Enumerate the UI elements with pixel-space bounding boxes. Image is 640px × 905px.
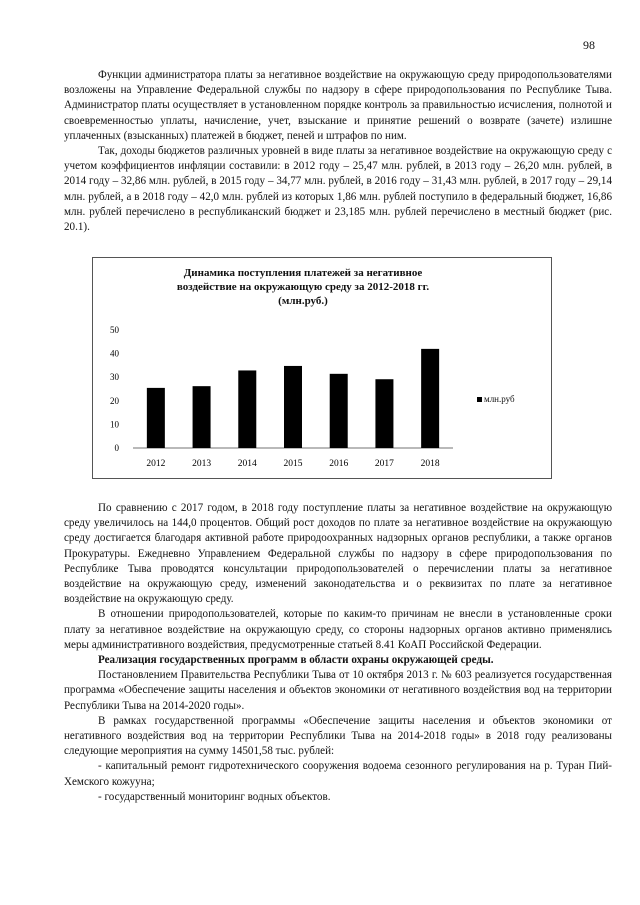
paragraph: - государственный мониторинг водных объектов. [98,790,331,803]
paragraph: Функции администратора платы за негативное воздействие на окружающую среду природопользователями возложены на Управление Федеральной службы по надзору в сфере природопользования по Республике Тыва. Администратор платы осуществляет в установленном порядке контроль за правильностью исчисления, полнотой и своевременностью уплаты, начисление, учет, взыскание и принятие решений о возврате (зачете) излишне уплаченных (взысканных) платежей в бюджет, пеней и штрафов по ним. [64,69,612,142]
x-tick-label: 2014 [237,459,257,469]
bar-2015 [284,366,302,448]
paragraph: Постановлением Правительства Республики Тыва от 10 октября 2013 г. № 603 реализуется государственная программа «Обеспечение защиты населения и объектов экономики от негативного воздействия вод на территории Республики Тыва на 2014-2020 годы». [64,669,612,712]
paragraph: По сравнению с 2017 годом, в 2018 году поступление платы за негативное воздействие на окружающую среду увеличилось на 144,0 процентов. Общий рост доходов по плате за негативное воздействие на окружающую среду достигается благодаря активной работе природоохранных надзорных органов республики, а также органов Прокуратуры. Ежедневно Управлением Федеральной службы по надзору в сфере природопользования по Республике Тыва проводятся консультации природопользователей о перечислении платы за негативное воздействие на окружающую среду, изменений законодательства и о реквизитах по плате за негативное воздействие на окружающую среду. [64,502,612,606]
x-tick-label: 2016 [329,459,349,469]
y-tick-label: 10 [110,419,119,430]
bar-2012 [147,388,165,448]
paragraph: - капитальный ремонт гидротехнического сооружения водоема сезонного регулирования на р. Туран Пий-Хемского кожууна; [64,760,612,788]
legend-label: млн.руб [484,394,515,404]
legend-swatch [477,397,482,402]
bar-2018 [421,349,439,448]
chart-figure [92,257,552,479]
paragraph: Так, доходы бюджетов различных уровней в виде платы за негативное воздействие на окружающую среду с учетом коэффициентов инфляции составили: в 2012 году – 25,47 млн. рублей, в 2013 году – 26,20 млн. рублей, в 2014 году – 32,86 млн. рублей, в 2015 году – 34,77 млн. рублей, в 2016 году – 31,43 млн. рублей, в 2017 году – 29,14 млн. рублей, а в 2018 году – 42,0 млн. рублей из которых 1,86 млн. рублей поступило в федеральный бюджет, 16,86 млн. рублей перечислено в республиканский бюджет и 23,185 млн. рублей перечислено в местный бюджет (рис. 20.1). [64,145,612,234]
bar-2017 [375,379,393,448]
chart-title-line: воздействие на окружающую среду за 2012-2018 гг. [176,281,430,293]
bar-2013 [193,386,211,448]
x-tick-label: 2018 [420,459,440,469]
y-tick-label: 0 [114,443,119,453]
chart-title-line: (млн.руб.) [278,295,328,307]
y-tick-label: 40 [110,348,119,359]
x-tick-label: 2012 [146,459,166,469]
paragraph: В рамках государственной программы «Обеспечение защиты населения и объектов экономики от негативного воздействия вод на территории Республики Тыва на 2014-2018 годы» в 2018 году реализованы следующие мероприятия на сумму 14501,58 тыс. рублей: [64,714,612,758]
bar-2016 [330,374,348,448]
paragraph: В отношении природопользователей, которые по каким-то причинам не внесли в установленные сроки плату за негативное воздействие на окружающую среду, со стороны надзорных органов активно применялись меры административного воздействия, предусмотренные статьей 8.41 КоАП Российской Федерации. [64,608,612,651]
y-tick-label: 20 [110,395,119,406]
bar-2014 [238,370,256,448]
section-heading: Реализация государственных программ в области охраны окружающей среды. [98,654,494,667]
x-tick-label: 2013 [192,459,212,469]
x-tick-label: 2015 [283,459,303,469]
chart-legend [477,394,515,404]
y-tick-label: 50 [110,325,119,335]
page-number: 98 [583,38,595,52]
text-block-bottom [64,501,612,805]
text-block-top [64,68,612,235]
y-tick-label: 30 [110,372,119,383]
chart-title-line: Динамика поступления платежей за негативное [183,267,423,279]
bar-chart [93,258,553,480]
x-tick-label: 2017 [374,459,394,469]
